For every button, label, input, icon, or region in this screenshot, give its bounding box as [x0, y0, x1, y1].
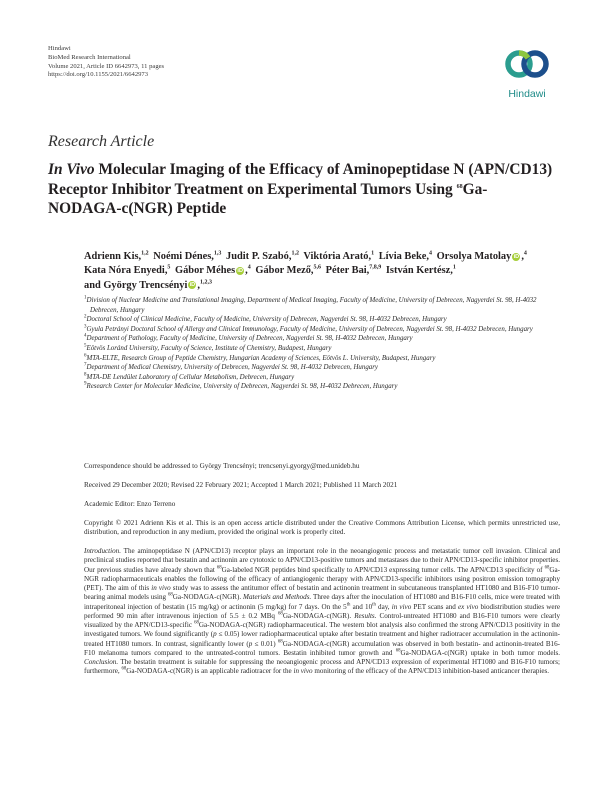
author-name: and György Trencsényi [84, 279, 188, 291]
ordinal-suffix: th [372, 602, 376, 608]
affiliation [84, 325, 560, 335]
affiliation [84, 315, 560, 325]
abstract-text: The bestatin treatment is suitable for suppressing the neoangiogenic process and APN/CD13 expression of experimental HT1080 and B16-F10 tumors; furthermore, [84, 658, 560, 676]
journal-name: BioMed Research International [48, 53, 131, 61]
author-list [84, 250, 554, 293]
author [303, 251, 374, 262]
author [84, 251, 149, 262]
author [84, 265, 170, 276]
affiliation-number: 1 [84, 295, 87, 301]
abstract-text: study was to assess the antitumor effect of bestatin and actinonin treatment in subcutaneous transplanted HT1080 and B16-F10 tumor-bearing animal models using [84, 584, 560, 602]
author-name: István Kertész, [385, 265, 453, 277]
author: Orsolya Matolay iD ,$^4$ [436, 250, 527, 262]
author-affiliation-marker: 5 [167, 264, 171, 271]
abstract-text: Ga-NGR radiopharmaceuticals enables the following of the efficacy of antiangiogenic therapy with APN/CD13-specific inhibitors using positron emission tomography (PET). The aim of this [84, 565, 561, 592]
abstract-conclusion-label: Conclusion. [84, 658, 119, 666]
author [326, 265, 382, 276]
orcid-icon[interactable]: iD [189, 282, 196, 289]
affiliation [84, 296, 560, 315]
abstract-in-vivo: in vivo [391, 602, 412, 611]
author [255, 265, 321, 276]
isotope-mass: 68 [277, 639, 283, 645]
isotope-mass: 68 [168, 592, 173, 598]
hindawi-logo-text: Hindawi [508, 88, 546, 100]
abstract-intro-label: Introduction. [84, 547, 121, 555]
author-affiliation-marker: 7,8,9 [369, 264, 382, 271]
isotope-mass: 68 [278, 611, 283, 617]
publisher-name: Hindawi [48, 45, 71, 52]
affiliation-list [84, 296, 560, 392]
author-name: Noémi Dénes, [153, 251, 214, 262]
author-name: Adrienn Kis, [84, 251, 142, 262]
abstract-text: Three days after the inoculation of HT1080 and B16-F10 cells, mice were treated with intraperitoneal injection of bestatin (15 mg/kg) or actinonin (5 mg/kg) for 7 days. On the 5 [84, 593, 560, 611]
affiliation-text: MTA-ELTE, Research Group of Peptide Chemistry, Hungarian Academy of Sciences, Eötvös L. University, Budapest, Hungary [86, 354, 436, 362]
author-affiliation-marker: 4 [428, 250, 432, 257]
abstract-text: PET scans and [411, 602, 458, 611]
affiliation-text: Department of Medical Chemistry, University of Debrecen, Nagyerdei St. 98, H-4032 Debrecen, Hungary [86, 364, 378, 372]
abstract-text: day, [375, 602, 392, 611]
title-italic-lead: In Vivo [48, 161, 95, 178]
isotope-mass: 68 [544, 565, 550, 571]
affiliation-number: 7 [84, 362, 87, 368]
abstract-text: Ga-labeled NGR peptides bind specifically to APN/CD13 expressing tumor cells. The APN/CD13 specificity of [221, 565, 545, 574]
author-name: Viktória Arató, [303, 251, 372, 262]
volume-info: Volume 2021, Article ID 6642973, 11 pages [48, 62, 165, 70]
correspondence: Correspondence should be addressed to György Trencsényi; trencsenyi.gyorgy@med.unideb.hu [84, 462, 360, 470]
affiliation-number: 6 [84, 353, 87, 359]
abstract-text: ≤ 0.05) lower radiopharmaceutical uptake after bestatin treatment and higher radiotracer accumulation in the actinonin-treated HT1080 tumors. In contrast, significantly lower ( [84, 630, 560, 648]
author-affiliation-marker: 1,2 [141, 250, 149, 257]
abstract-text: Ga-NODAGA-c(NGR) is an applicable radiotracer for the [126, 667, 294, 676]
doi-link[interactable]: https://doi.org/10.1155/2021/6642973 [48, 71, 149, 79]
author [386, 265, 456, 276]
affiliation-text: Gyula Petrányi Doctoral School of Allergy and Clinical Immunology, Faculty of Medicine, University of Debrecen, Nagyerdei St. 98, H-4032 Debrecen, Hungary [86, 325, 533, 333]
orcid-icon[interactable]: iD [513, 253, 520, 260]
abstract-text: Ga-NODAGA-c(NGR). [282, 611, 352, 620]
author [226, 251, 299, 262]
author-affiliation-marker: 1,2 [291, 250, 299, 257]
affiliation [84, 382, 560, 392]
author-affiliation-marker: 4 [247, 264, 251, 271]
affiliation-text: Division of Nuclear Medicine and Translational Imaging, Department of Medical Imaging, Faculty of Medicine, University of Debrecen, Nagyerdei St. 98, H-4032 Debrecen, Hungary [86, 297, 537, 314]
author: Gábor Méhes iD ,$^4$ [175, 264, 251, 277]
affiliation-number: 8 [84, 372, 87, 378]
author-name: Orsolya Matolay [436, 251, 512, 262]
abstract-text: Ga-NODAGA-c(NGR). [172, 593, 242, 602]
title-part-2: Ga-NODAGA-c(NGR) Peptide [48, 180, 488, 218]
affiliation-number: 5 [84, 343, 87, 349]
orcid-icon[interactable]: iD [237, 268, 243, 275]
affiliation [84, 354, 560, 364]
article-type: Research Article [48, 133, 155, 150]
affiliation-number: 4 [84, 334, 87, 340]
affiliation-number: 3 [84, 324, 87, 330]
title-part-1: Molecular Imaging of the Efficacy of Aminopeptidase N (APN/CD13) Receptor Inhibitor Treatment on Experimental Tumors Using [48, 161, 553, 198]
hindawi-logo-icon [504, 46, 550, 86]
ordinal-suffix: th [346, 602, 351, 608]
article-title [48, 160, 558, 219]
isotope-mass: 68 [194, 620, 199, 626]
abstract-in-vivo: in vivo [293, 667, 313, 676]
abstract-text: ≤ 0.01) [252, 639, 278, 648]
author-affiliation-marker: 4 [523, 250, 527, 257]
author-name: Judit P. Szabó, [226, 251, 292, 262]
title-isotope-mass: 68 [456, 183, 463, 190]
author-name: Lívia Beke, [378, 251, 429, 262]
hindawi-logo [496, 46, 558, 110]
publication-dates: Received 29 December 2020; Revised 22 February 2021; Accepted 1 March 2021; Published 11 March 2021 [84, 481, 398, 489]
journal-meta [48, 45, 164, 80]
abstract-text: The aminopeptidase N (APN/CD13) receptor plays an important role in the neoangiogenic process and metastatic tumor cell invasion. Clinical and preclinical studies reported that bestatin and actinonin are cytotoxic to APN/CD13-positive tumors and metastases due to their APN/CD13-specific inhibitor properties. Our previous studies have already shown that [84, 547, 560, 574]
author-name: Gábor Méhes [175, 265, 236, 277]
abstract-text: Ga-NODAGA-c(NGR) accumulation was observed in both bestatin- and actinonin-treated B16-F10 melanoma tumors compared to the untreated-control tumors. Bestatin inhibited tumor growth and [84, 639, 561, 657]
affiliation-number: 2 [84, 314, 87, 320]
affiliation-text: Eötvös Loránd University, Faculty of Science, Institute of Chemistry, Budapest, Hungary [86, 344, 332, 352]
abstract-text: biodistribution studies were performed 90 min after intravenous injection of 5.5 ± 0.2 MBq [84, 602, 561, 620]
affiliation-text: Department of Pathology, Faculty of Medicine, University of Debrecen, Nagyerdei St. 98, H-4032 Debrecen, Hungary [86, 335, 413, 343]
author: and György Trencsényi iD ,$^{1,2,3}$ [84, 279, 212, 291]
author-name: Gábor Mező, [255, 265, 314, 277]
abstract [84, 547, 560, 677]
abstract-methods-label: Materials and Methods. [243, 593, 312, 602]
p-value-symbol: p [248, 639, 253, 648]
author [153, 251, 221, 262]
author-affiliation-marker: 1 [452, 264, 456, 271]
abstract-text: Ga-NODAGA-c(NGR) radiopharmaceutical. The western blot analysis also confirmed the strong APN/CD13 positivity in the investigated tumors. We found significantly ( [84, 621, 560, 639]
abstract-text: and 10 [350, 602, 373, 611]
affiliation-text: MTA-DE Lendület Laboratory of Cellular Metabolism, Debrecen, Hungary [86, 373, 295, 381]
author [379, 251, 432, 262]
affiliation-text: Doctoral School of Clinical Medicine, Faculty of Medicine, University of Debrecen, Nagyerdei St. 98, H-4032 Debrecen, Hungary [86, 316, 447, 324]
isotope-mass: 68 [395, 648, 401, 654]
abstract-in-vivo: in vivo [151, 584, 171, 592]
isotope-mass: 68 [121, 666, 127, 672]
affiliation [84, 344, 560, 354]
affiliation [84, 373, 560, 383]
author-name: Kata Nóra Enyedi, [84, 265, 168, 277]
affiliation [84, 363, 560, 373]
isotope-mass: 68 [216, 565, 222, 571]
author-affiliation-marker: 1,2,3 [199, 279, 212, 286]
author-name: Péter Bai, [325, 265, 370, 277]
copyright-notice: Copyright © 2021 Adrienn Kis et al. This is an open access article distributed under the Creative Commons Attribution License, which permits unrestricted use, distribution, and reproduction in any medium, provided the original work is properly cited. [84, 519, 560, 537]
author-affiliation-marker: 5,6 [313, 264, 321, 271]
author-affiliation-marker: 1 [371, 250, 375, 257]
affiliation-number: 9 [84, 382, 87, 388]
author-affiliation-marker: 1,3 [213, 250, 222, 257]
affiliation-text: Research Center for Molecular Medicine, University of Debrecen, Nagyerdei St. 98, H-4032 Debrecen, Hungary [86, 383, 398, 391]
abstract-ex-vivo: ex vivo [458, 602, 479, 611]
affiliation [84, 334, 560, 344]
p-value-symbol: p [213, 630, 217, 639]
abstract-text: Control-untreated HT1080 and B16-F10 tumors were clearly visualized by the APN/CD13-specific [84, 611, 560, 629]
abstract-text: Ga-NODAGA-c(NGR) uptake in both tumor models. [400, 648, 561, 657]
abstract-text: monitoring of the efficacy of the APN/CD13 inhibition-based anticancer therapies. [312, 667, 550, 676]
academic-editor: Academic Editor: Enzo Terreno [84, 500, 176, 508]
abstract-results-label: Results. [354, 611, 377, 620]
